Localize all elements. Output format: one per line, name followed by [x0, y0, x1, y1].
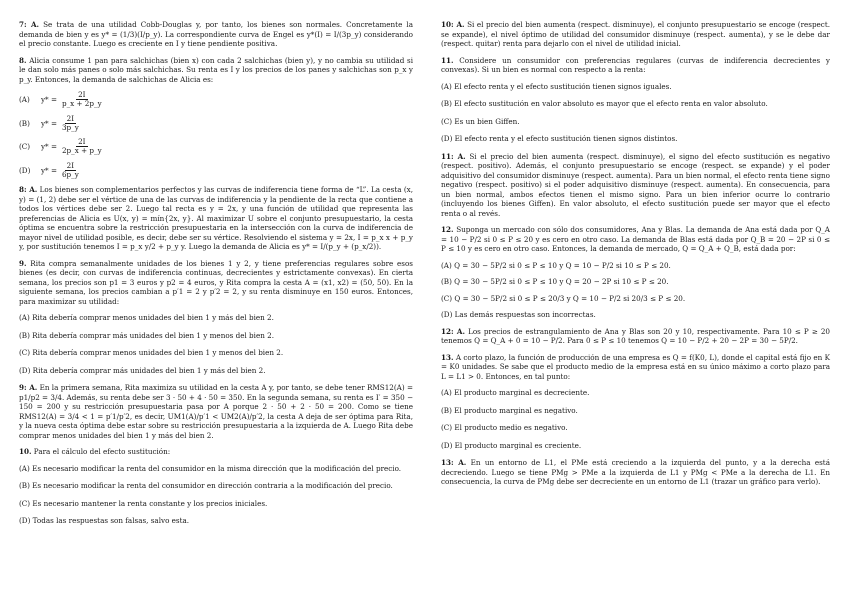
item-number: 9: A.: [19, 383, 38, 393]
option-8b: [19, 115, 413, 133]
option-12a: (A) Q = 30 − 5P/2 si 0 ≤ P ≤ 10 y Q = 10 − P/2 si 10 ≤ P ≤ 20.: [441, 260, 671, 270]
answer-10: 10: A. Si el precio del bien aumenta (respect. disminuye), el conjunto presupuestario se encoge (respect. se expande), el nivel óptimo de utilidad del consumidor disminuye (respect. aumenta), y se le debe dar (respect. quitar) renta para dejarlo con el nivel de utilidad inicial.: [441, 20, 830, 48]
option-13c: (C) El producto medio es negativo.: [441, 423, 568, 432]
option-10d: (D) Todas las respuestas son falsas, salvo esta.: [19, 516, 190, 526]
option-8a: [19, 91, 413, 109]
option-11c: (C) Es un bien Giffen.: [441, 116, 520, 126]
fraction-numerator: 2I: [78, 90, 86, 99]
item-number: 13.: [441, 352, 454, 362]
option-label: (B): [19, 118, 30, 128]
item-number: 7: A.: [19, 20, 40, 29]
option-8c: [19, 138, 413, 156]
option-13a: (A) El producto marginal es decreciente.: [441, 388, 590, 397]
item-number: 8.: [19, 55, 27, 65]
option-lhs: y* =: [41, 95, 57, 105]
option-12c: (C) Q = 30 − 5P/2 si 0 ≤ P ≤ 20/3 y Q = 10 − P/2 si 20/3 ≤ P ≤ 20.: [441, 293, 686, 303]
item-number: 10.: [19, 447, 32, 457]
question-12: 12. Suponga un mercado con sólo dos consumidores, Ana y Blas. La demanda de Ana está dada por Q_A = 10 − P/2 si 0 ≤ P ≤ 20 y es cero en otro caso. La demanda de Blas está dada por Q_B = 20 − 2P si 0 ≤ P ≤ 10 y es cero en otro caso. Entonces, la demanda de mercado, Q = Q_A + Q_B, está dada por:: [441, 225, 830, 253]
option-fraction: [60, 138, 104, 156]
question-9-options: [19, 313, 413, 375]
fraction-denominator: p_x + 2p_y: [61, 99, 102, 109]
option-12d: (D) Las demás respuestas son incorrectas.: [441, 310, 596, 319]
item-number: 12: A.: [441, 326, 466, 336]
question-10-options: [19, 464, 413, 526]
question-12-options: [441, 261, 830, 320]
fraction-numerator: 2I: [66, 160, 75, 170]
item-number: 11: A.: [441, 151, 466, 161]
fraction-numerator: 2I: [78, 137, 86, 147]
question-8: 8. Alicia consume 1 pan para salchichas (bien x) con cada 2 salchichas (bien y), y no cambia su utilidad si le dan solo más panes o solo más salchichas. Su renta es I y los precios de los panes y salchichas son p_x y p_y. Entonces, la demanda de salchichas de Alicia es:: [19, 55, 413, 84]
option-12b: (B) Q = 30 − 5P/2 si 0 ≤ P ≤ 10 y Q = 20 − 2P si 10 ≤ P ≤ 20.: [441, 277, 669, 286]
option-label: (A): [19, 95, 30, 105]
option-13d: (D) El producto marginal es creciente.: [441, 440, 582, 450]
fraction-numerator: 2I: [66, 113, 75, 123]
answer-8: 8: A. Los bienes son complementarios perfectos y las curvas de indiferencia tiene forma de “L”. La cesta (x, y) = (1, 2) debe ser el vértice de una de las curvas de indiferencia y la pendiente de la recta que contiene a todos los vértices debe ser 2. Luego tal recta es y = 2x, y una función de utilidad que representa las preferencias de Alicia es U(x, y) = mín{2x, y}. Al maximizar U sobre el conjunto presupuestario, la cesta óptima se encuentra sobre la restricción presupuestaria en la intersección con la curva de indiferencia de mayor nivel de utilidad posible, es decir, debe ser su vértice. Resolviendo el sistema y = 2x, I = p_x x + p_y y, por sustitución tenemos I = p_x y/2 + p_y y. Luego la demanda de Alicia es y* = I/(p_y + (p_x/2)).: [19, 185, 413, 252]
question-11-options: [441, 82, 830, 144]
option-fraction: [60, 91, 104, 109]
answer-9: 9: A. En la primera semana, Rita maximiza su utilidad en la cesta A y, por tanto, se debe tener RMS12(A) = p1/p2 = 3/4. Además, su renta debe ser 3 · 50 + 4 · 50 = 350. En la segunda semana, su renta es I′ = 350 − 150 = 200 y su restricción presupuestaria pasa por A porque 2 · 50 + 2 · 50 = 200. Como se tiene RMS12(A) = 3/4 < 1 = p′1/p′2, es decir, UM1(A)/p′1 < UM2(A)/p′2, la cesta A deja de ser óptima para Rita, y la nueva cesta óptima debe estar sobre su restricción presupuestaria a la izquierda de A. Luego Rita debe comprar menos unidades del bien 1 y más del bien 2.: [19, 383, 413, 440]
fraction-denominator: 2p_x + p_y: [61, 146, 102, 156]
question-9: 9. Rita compra semanalmente unidades de los bienes 1 y 2, y tiene preferencias regulares sobre esos bienes (es decir, con curvas de indiferencia continuas, decrecientes y estrictamente convexas). En cierta semana, los precios son p1 = 3 euros y p2 = 4 euros, y Rita compra la cesta A = (x1, x2) = (50, 50). En la siguiente semana, los precios cambian a p′1 = 2 y p′2 = 2, y su renta disminuye en 150 euros. Entonces, para maximizar su utilidad:: [19, 258, 413, 306]
fraction-denominator: 6p_y: [61, 169, 79, 179]
option-9c: (C) Rita debería comprar menos unidades del bien 1 y menos del bien 2.: [19, 348, 284, 358]
item-number: 13: A.: [441, 458, 467, 467]
option-lhs: y* =: [41, 142, 57, 152]
item-number: 11.: [441, 55, 454, 65]
question-13: 13. A corto plazo, la función de producción de una empresa es Q = f(K0, L), donde el capital está fijo en K = K0 unidades. Se sabe que el producto medio de la empresa está en su único máximo a corto plazo para L = L1 > 0. Entonces, en tal punto:: [441, 352, 830, 381]
option-fraction: [60, 115, 81, 133]
question-11: 11. Considere un consumidor con preferencias regulares (curvas de indiferencia decrecientes y convexas). Si un bien es normal con respecto a la renta:: [441, 55, 830, 74]
option-9d: (D) Rita debería comprar más unidades del bien 1 y más del bien 2.: [19, 365, 266, 375]
option-10c: (C) Es necesario mantener la renta constante y los precios iniciales.: [19, 498, 268, 508]
fraction-denominator: 3p_y: [61, 122, 79, 132]
answer-12: 12: A. Los precios de estrangulamiento de Ana y Blas son 20 y 10, respectivamente. Para 10 ≤ P ≥ 20 tenemos Q = Q_A + 0 = 10 − P/2. Para 0 ≤ P ≤ 10 tenemos Q = 10 − P/2 + 20 − 2P = 30 − 5P/2.: [441, 326, 830, 345]
option-11b: (B) El efecto sustitución en valor absoluto es mayor que el efecto renta en valor absoluto.: [441, 99, 768, 108]
right-column: [441, 20, 830, 494]
answer-11: 11: A. Si el precio del bien aumenta (respect. disminuye), el signo del efecto sustitución es negativo (respect. positivo). Además, el conjunto presupuestario se encoge (respect. se expande) y el poder adquisitivo del consumidor disminuye (respect. aumenta). Para un bien normal, el efecto renta tiene signo negativo (respect. positivo) si el poder adquisitivo disminuye (respect. aumenta). En consecuencia, para un bien normal, ambos efectos tienen el mismo signo. Para un bien inferior ocurre lo contrario (incluyendo los bienes Giffen). En valor absoluto, el efecto sustitución puede ser mayor que el efecto renta o al revés.: [441, 151, 830, 218]
option-11d: (D) El efecto renta y el efecto sustitución tienen signos distintos.: [441, 134, 678, 143]
option-13b: (B) El producto marginal es negativo.: [441, 405, 578, 415]
option-10a: (A) Es necesario modificar la renta del consumidor en la misma dirección que la modificación del precio.: [19, 463, 402, 473]
item-number: 8: A.: [19, 185, 38, 195]
option-fraction: [60, 162, 81, 180]
question-13-options: [441, 388, 830, 450]
question-10: 10. Para el cálculo del efecto sustitución:: [19, 447, 171, 457]
option-9b: (B) Rita debería comprar más unidades del bien 1 y menos del bien 2.: [19, 330, 274, 340]
option-11a: (A) El efecto renta y el efecto sustitución tienen signos iguales.: [441, 81, 672, 91]
option-10b: (B) Es necesario modificar la renta del consumidor en dirección contraria a la modificación del precio.: [19, 481, 393, 491]
item-number: 9.: [19, 258, 27, 268]
option-9a: (A) Rita debería comprar menos unidades del bien 1 y más del bien 2.: [19, 313, 274, 323]
item-number: 12.: [441, 225, 454, 234]
option-label: (C): [19, 142, 31, 152]
option-label: (D): [19, 165, 31, 175]
answer-7: 7: A. Se trata de una utilidad Cobb-Douglas y, por tanto, los bienes son normales. Concretamente la demanda de bien y es y* = (1/3)(I/p_y). La correspondiente curva de Engel es y*(I) = I/(3p_y) considerando el precio constante. Luego es creciente en I y tiene pendiente positiva.: [19, 20, 413, 48]
left-column: [19, 20, 413, 534]
question-8-options: [19, 91, 413, 179]
option-lhs: y* =: [41, 118, 57, 128]
option-lhs: y* =: [41, 165, 57, 175]
item-number: 10: A.: [441, 20, 465, 29]
option-8d: [19, 162, 413, 180]
answer-13: 13: A. En un entorno de L1, el PMe está creciendo a la izquierda del punto, y a la derecha está decreciendo. Luego se tiene PMg > PMe a la izquierda de L1 y PMg < PMe a la derecha de L1. En consecuencia, la curva de PMg debe ser decreciente en un entorno de L1 (trazar un gráfico para verlo).: [441, 458, 830, 486]
